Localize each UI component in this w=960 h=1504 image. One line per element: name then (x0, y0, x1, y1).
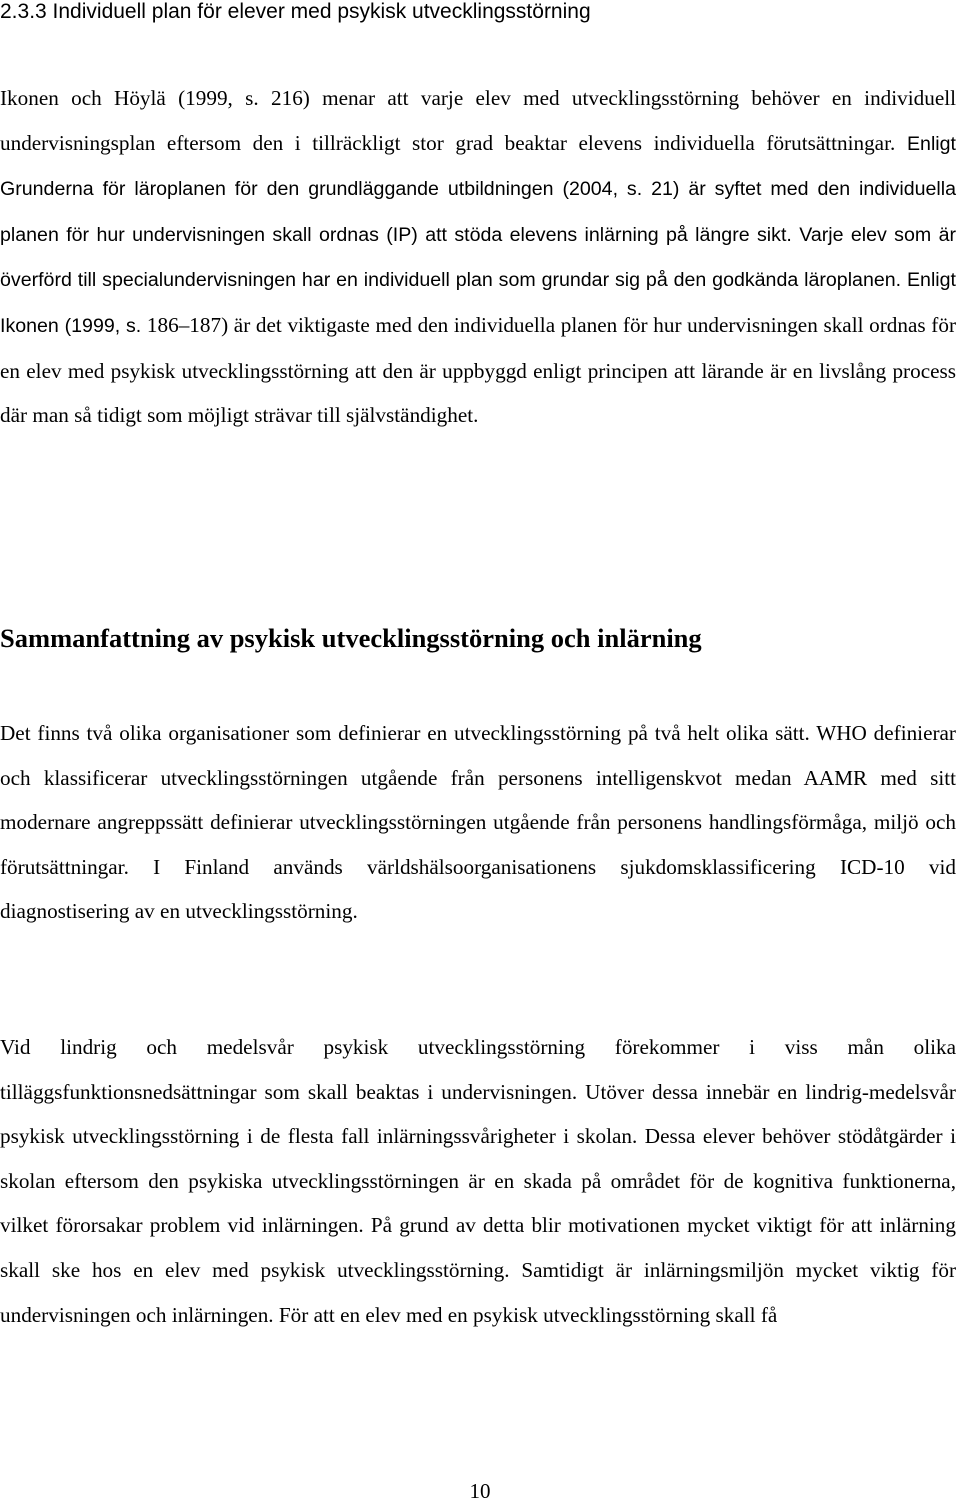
paragraph-mild-disability: Vid lindrig och medelsvår psykisk utvecklingsstörning förekommer i viss mån olika tilläggsfunktionsnedsättningar som skall beaktas i undervisningen. Utöver dessa innebär en lindrig-medelsvår psykisk utvecklingsstörning i de flesta fall inlärningssvårigheter i skolan. Dessa elever behöver stödåtgärder i skolan eftersom den psykiska utvecklingsstörningen är en skada på området för de kognitiva funktionerna, vilket förorsakar problem vid inlärningen. På grund av detta blir motivationen mycket viktigt för att inlärning skall ske hos en elev med psykisk utvecklingsstörning. Samtidigt är inlärningsmiljön mycket viktig för undervisningen och inlärningen. För att en elev med en psykisk utvecklingsstörning skall få (0, 1035, 956, 1327)
paragraph-individual-plan (0, 76, 956, 438)
page-number: 10 (469, 1479, 491, 1503)
section-heading: 2.3.3 Individuell plan för elever med psykisk utvecklingsstörning (0, 0, 591, 23)
paragraph-organisations: Det finns två olika organisationer som definierar en utvecklingsstörning på två helt olika sätt. WHO definierar och klassificerar utvecklingsstörningen utgående från personens intelligenskvot medan AAMR med sitt modernare angreppssätt definierar utvecklingsstörningen utgående från personens handlingsförmåga, miljö och förutsättningar. I Finland används världshälsoorganisationens sjukdomsklassificering ICD-10 vid diagnostisering av en utvecklingsstörning. (0, 721, 956, 924)
summary-heading: Sammanfattning av psykisk utvecklingsstörning och inlärning (0, 623, 702, 653)
paragraph-segment-serif-end: 186–187) är det viktigaste med den individuella planen för hur undervisningen skall ordnas för en elev med psykisk utvecklingsstörning att den är uppbyggd enligt principen att lärande är en livslång process där man så tidigt som möjligt strävar till självständighet. (0, 312, 956, 428)
paragraph-segment-serif: Ikonen och Höylä (1999, s. 216) menar att varje elev med utvecklingsstörning behöver en individuell undervisningsplan eftersom den i tillräckligt stor grad beaktar elevens individuella förutsättningar. (0, 86, 956, 155)
paragraph-segment-sans: Enligt Grunderna för läroplanen för den grundläggande utbildningen (2004, s. 21) är syftet med den individuella planen för hur undervisningen skall ordnas (IP) att stöda elevens inlärning på längre sikt. Varje elev som är överförd till specialundervisningen har en individuell plan som grundar sig på den godkända läroplanen. Enligt Ikonen (1999, s. (0, 132, 956, 337)
